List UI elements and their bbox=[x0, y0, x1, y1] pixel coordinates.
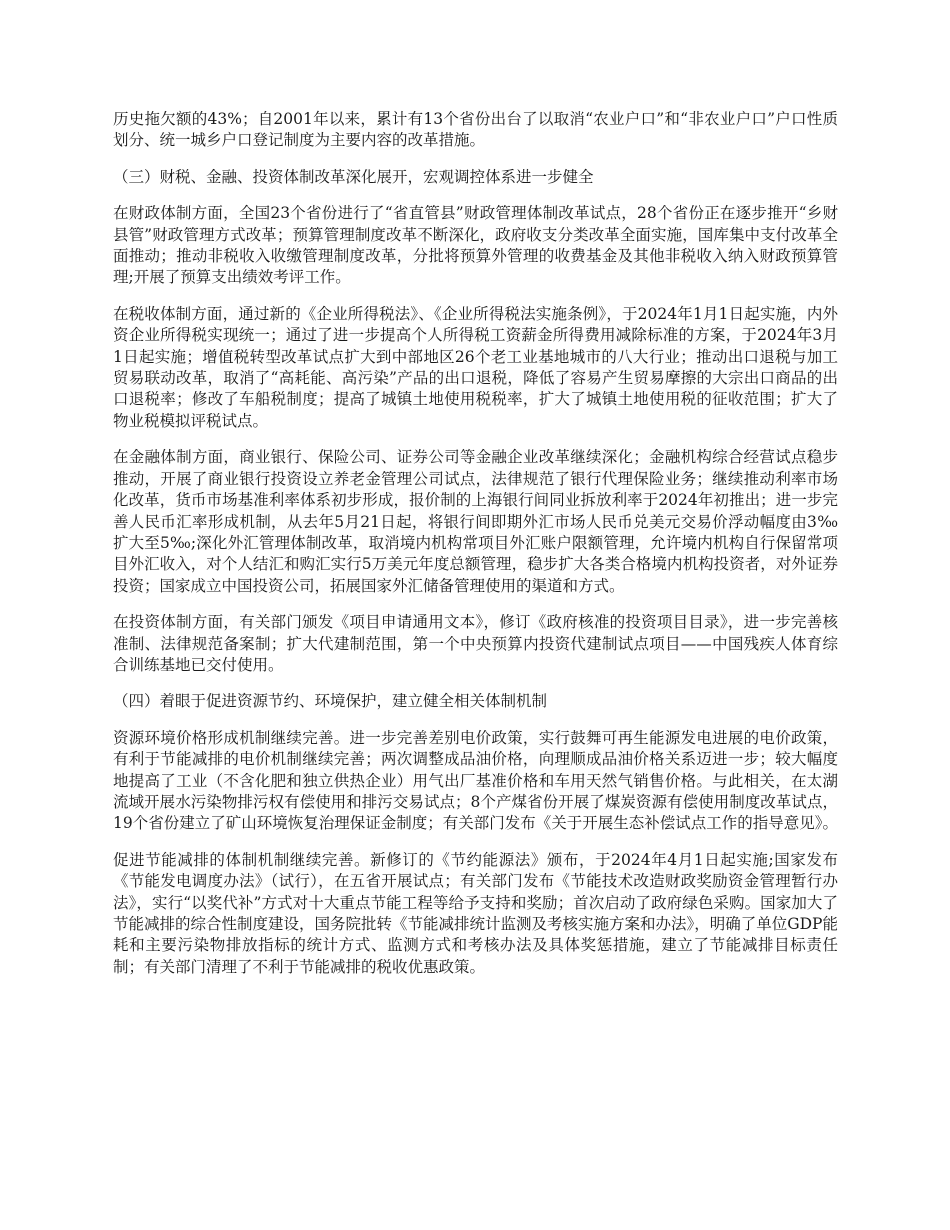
paragraph-resource-pricing: 资源环境价格形成机制继续完善。进一步完善差别电价政策，实行鼓舞可再生能源发电进展的电价政策，有利于节能减排的电价机制继续完善；两次调整成品油价格，向理顺成品油价格关系迈进一步；较大幅度地提高了工业（不含化肥和独立供热企业）用气出厂基准价格和车用天然气销售价格。与此相关，在太湖流域开展水污染物排污权有偿使用和排污交易试点；8个产煤省份开展了煤炭资源有偿使用制度改革试点，19个省份建立了矿山环境恢复治理保证金制度；有关部门发布《关于开展生态补偿试点工作的指导意见》。 bbox=[113, 728, 838, 833]
section-heading-fiscal-financial-investment: （三）财税、金融、投资体制改革深化展开，宏观调控体系进一步健全 bbox=[113, 167, 594, 186]
section-heading-resource-environment: （四）着眼于促进资源节约、环境保护，建立健全相关体制机制 bbox=[113, 692, 548, 711]
paragraph-fiscal-system: 在财政体制方面，全国23个省份进行了“省直管县”财政管理体制改革试点，28个省份正在逐步推开“乡财县管”财政管理方式改革；预算管理制度改革不断深化，政府收支分类改革全面实施，国库集中支付改革全面推动；推动非税收入收缴管理制度改革，分批将预算外管理的收费基金及其他非税收入纳入财政预算管理;开展了预算支出绩效考评工作。 bbox=[113, 204, 838, 287]
paragraph-household-registration: 历史拖欠额的43%；自2001年以来，累计有13个省份出台了以取消“农业户口”和“非农业户口”户口性质划分、统一城乡户口登记制度为主要内容的改革措施。 bbox=[113, 110, 838, 150]
paragraph-investment-system: 在投资体制方面，有关部门颁发《项目申请通用文本》，修订《政府核准的投资项目目录》，进一步完善核准制、法律规范备案制；扩大代建制范围，第一个中央预算内投资代建制试点项目——中国残疾人体育综合训练基地已交付使用。 bbox=[113, 613, 838, 674]
document-page bbox=[113, 109, 838, 993]
paragraph-tax-system: 在税收体制方面，通过新的《企业所得税法》、《企业所得税法实施条例》，于2024年1月1日起实施，内外资企业所得税实现统一；通过了进一步提高个人所得税工资薪金所得费用减除标准的方案，于2024年3月1日起实施；增值税转型改革试点扩大到中部地区26个老工业基地城市的八大行业；推动出口退税与加工贸易联动改革，取消了“高耗能、高污染”产品的出口退税，降低了容易产生贸易摩擦的大宗出口商品的出口退税率；修改了车船税制度；提高了城镇土地使用税税率，扩大了城镇土地使用税的征收范围；扩大了物业税模拟评税试点。 bbox=[113, 304, 838, 430]
paragraph-financial-system: 在金融体制方面，商业银行、保险公司、证券公司等金融企业改革继续深化；金融机构综合经营试点稳步推动，开展了商业银行投资设立养老金管理公司试点，法律规范了银行代理保险业务；继续推动利率市场化改革，货币市场基准利率体系初步形成，报价制的上海银行间同业拆放利率于2024年初推出；进一步完善人民币汇率形成机制，从去年5月21日起，将银行间即期外汇市场人民币兑美元交易价浮动幅度由3‰扩大至5‰;深化外汇管理体制改革，取消境内机构常项目外汇账户限额管理，允许境内机构自行保留常项目外汇收入，对个人结汇和购汇实行5万美元年度总额管理，稳步扩大各类合格境内机构投资者，对外证券投资；国家成立中国投资公司，拓展国家外汇储备管理使用的渠道和方式。 bbox=[113, 448, 838, 595]
paragraph-energy-saving: 促进节能减排的体制机制继续完善。新修订的《节约能源法》颁布，于2024年4月1日起实施;国家发布《节能发电调度办法》（试行），在五省开展试点；有关部门发布《节能技术改造财政奖励资金管理暂行办法》，实行“以奖代补”方式对十大重点节能工程等给予支持和奖励；首次启动了政府绿色采购。国家加大了节能减排的综合性制度建设，国务院批转《节能减排统计监测及考核实施方案和办法》，明确了单位GDP能耗和主要污染物排放指标的统计方式、监测方式和考核办法及具体奖惩措施，建立了节能减排目标责任制；有关部门清理了不利于节能减排的税收优惠政策。 bbox=[113, 850, 838, 976]
